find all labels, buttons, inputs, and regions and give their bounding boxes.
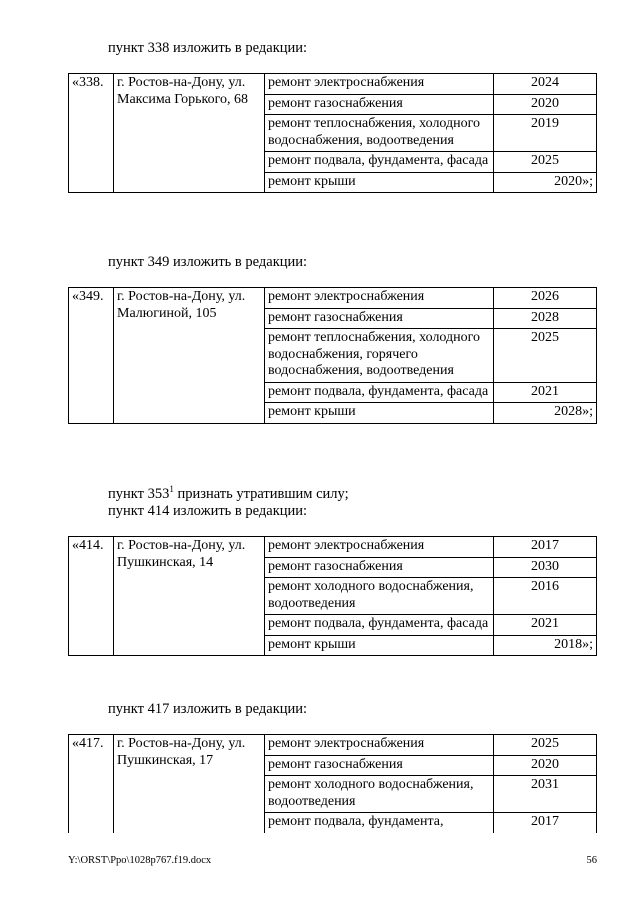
work-type: ремонт газоснабжения bbox=[265, 755, 494, 776]
item-number: «417. bbox=[69, 735, 114, 833]
work-type: ремонт подвала, фундамента, фасада bbox=[265, 615, 494, 636]
work-year: 2028»; bbox=[494, 403, 597, 424]
work-type: ремонт электроснабжения bbox=[265, 74, 494, 95]
work-year: 2016 bbox=[494, 578, 597, 615]
item-number: «338. bbox=[69, 74, 114, 193]
item-address: г. Ростов-на-Дону, ул. Пушкинская, 14 bbox=[114, 537, 265, 656]
table-414 bbox=[68, 536, 597, 656]
work-year: 2021 bbox=[494, 382, 597, 403]
work-type: ремонт крыши bbox=[265, 403, 494, 424]
table-row bbox=[69, 74, 597, 95]
paragraph-353-tail: признать утратившим силу; bbox=[173, 486, 349, 502]
item-number: «349. bbox=[69, 288, 114, 424]
work-year: 2017 bbox=[494, 537, 597, 558]
work-year: 2025 bbox=[494, 735, 597, 756]
work-type: ремонт электроснабжения bbox=[265, 537, 494, 558]
work-type: ремонт газоснабжения bbox=[265, 308, 494, 329]
work-year: 2028 bbox=[494, 308, 597, 329]
work-year: 2021 bbox=[494, 615, 597, 636]
paragraph-353-1 bbox=[108, 486, 349, 503]
paragraph-353-text: пункт 353 bbox=[108, 486, 170, 502]
work-type: ремонт крыши bbox=[265, 172, 494, 193]
table-row bbox=[69, 537, 597, 558]
paragraph-414: пункт 414 изложить в редакции: bbox=[108, 503, 308, 519]
superscript: 1 bbox=[169, 484, 174, 494]
work-type: ремонт газоснабжения bbox=[265, 94, 494, 115]
paragraph-417: пункт 417 изложить в редакции: bbox=[108, 701, 308, 717]
work-year: 2017 bbox=[494, 813, 597, 833]
work-type: ремонт холодного водоснабжения, водоотведения bbox=[265, 776, 494, 813]
table-row bbox=[69, 288, 597, 309]
work-type: ремонт крыши bbox=[265, 635, 494, 656]
table-338 bbox=[68, 73, 597, 193]
file-path: Y:\ORST\Ppo\1028p767.f19.docx bbox=[68, 855, 212, 866]
item-address: г. Ростов-на-Дону, ул. Малюгиной, 105 bbox=[114, 288, 265, 424]
table-row bbox=[69, 735, 597, 756]
work-year: 2025 bbox=[494, 152, 597, 173]
work-year: 2030 bbox=[494, 557, 597, 578]
table-349 bbox=[68, 287, 597, 424]
work-type: ремонт электроснабжения bbox=[265, 735, 494, 756]
table-417 bbox=[68, 734, 597, 833]
item-address: г. Ростов-на-Дону, ул. Пушкинская, 17 bbox=[114, 735, 265, 833]
work-type: ремонт подвала, фундамента, bbox=[265, 813, 494, 833]
work-type: ремонт газоснабжения bbox=[265, 557, 494, 578]
paragraph-338: пункт 338 изложить в редакции: bbox=[108, 40, 308, 56]
work-year: 2019 bbox=[494, 115, 597, 152]
work-year: 2020 bbox=[494, 94, 597, 115]
work-type: ремонт подвала, фундамента, фасада bbox=[265, 152, 494, 173]
work-year: 2024 bbox=[494, 74, 597, 95]
page-number: 56 bbox=[586, 855, 597, 866]
work-type: ремонт теплоснабжения, холодного водоснабжения, горячего водоснабжения, водоотведения bbox=[265, 329, 494, 383]
item-number: «414. bbox=[69, 537, 114, 656]
work-type: ремонт холодного водоснабжения, водоотведения bbox=[265, 578, 494, 615]
work-year: 2020»; bbox=[494, 172, 597, 193]
work-year: 2026 bbox=[494, 288, 597, 309]
work-year: 2018»; bbox=[494, 635, 597, 656]
paragraph-349: пункт 349 изложить в редакции: bbox=[108, 254, 308, 270]
work-type: ремонт теплоснабжения, холодного водоснабжения, водоотведения bbox=[265, 115, 494, 152]
work-type: ремонт электроснабжения bbox=[265, 288, 494, 309]
item-address: г. Ростов-на-Дону, ул. Максима Горького, 68 bbox=[114, 74, 265, 193]
work-year: 2025 bbox=[494, 329, 597, 383]
work-type: ремонт подвала, фундамента, фасада bbox=[265, 382, 494, 403]
work-year: 2020 bbox=[494, 755, 597, 776]
work-year: 2031 bbox=[494, 776, 597, 813]
